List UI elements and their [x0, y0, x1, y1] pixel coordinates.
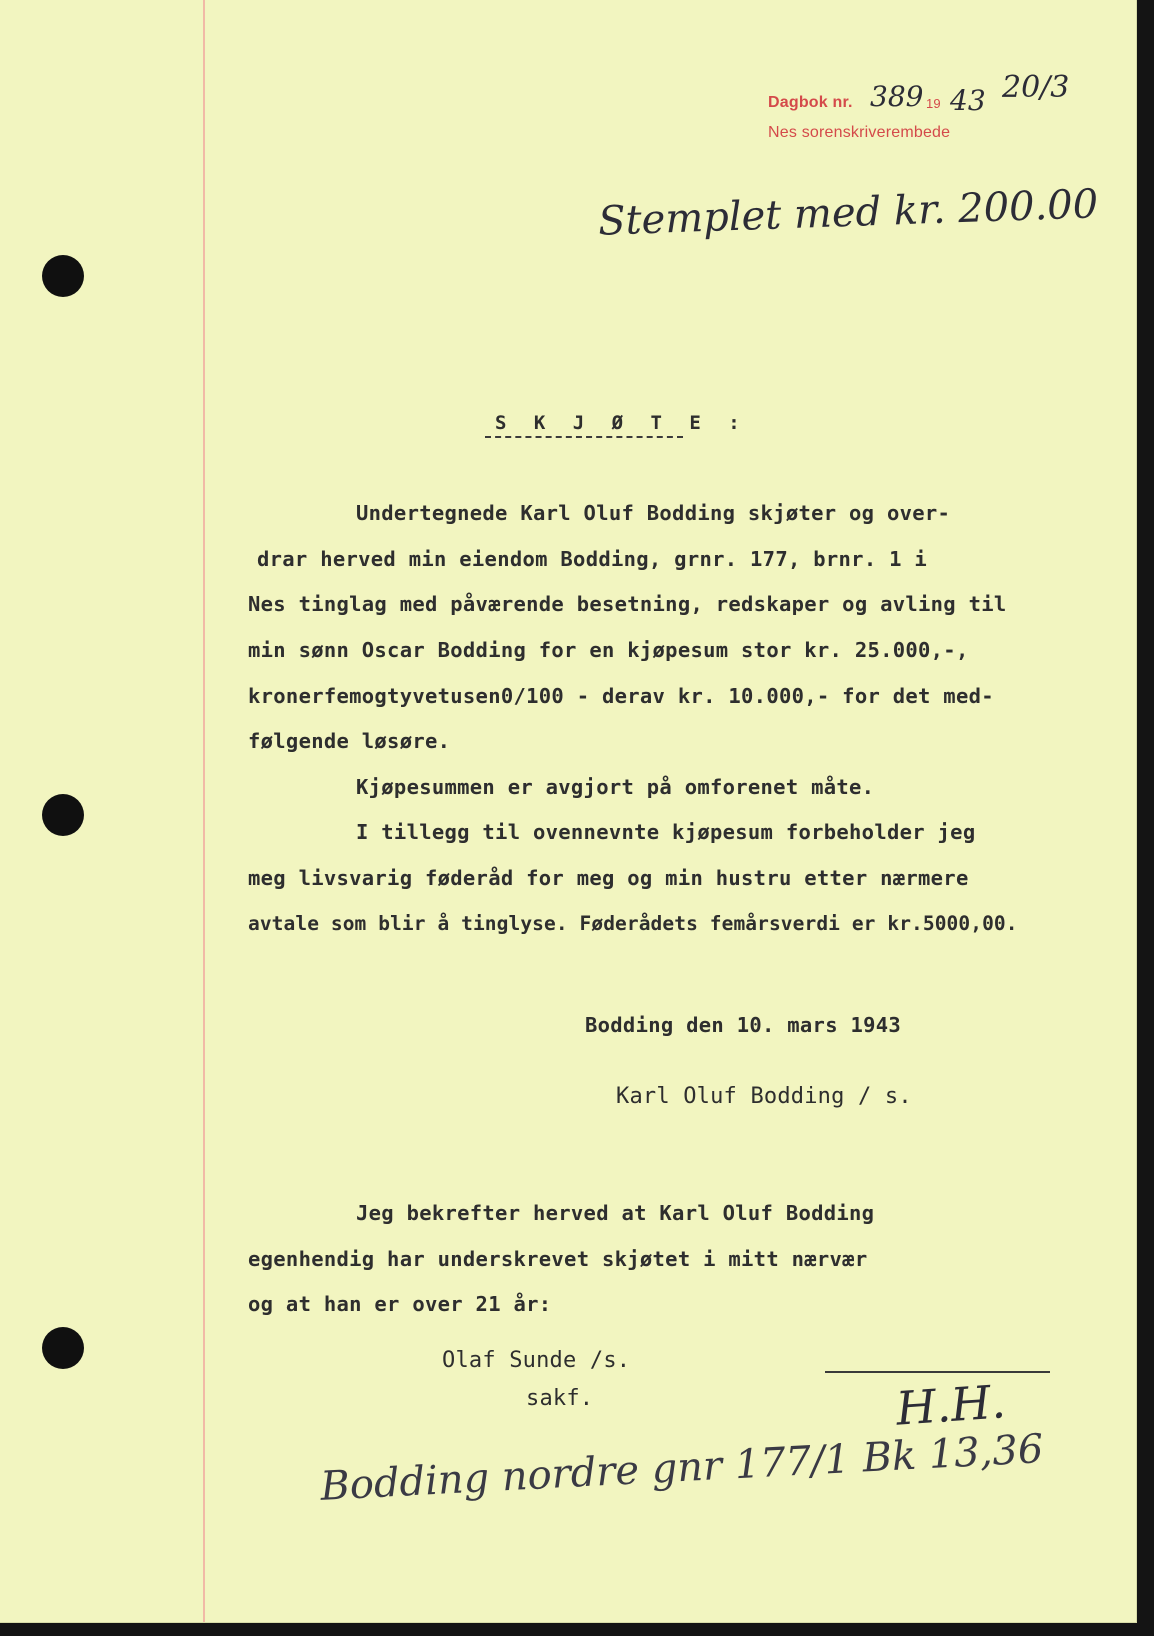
stamp-year-suffix: 43: [950, 84, 986, 117]
body-line: drar herved min eiendom Bodding, grnr. 177, brnr. 1 i: [257, 547, 928, 571]
signature-line: [825, 1371, 1050, 1373]
body-line: Kjøpesummen er avgjort på omforenet måte.: [356, 775, 875, 799]
witness-signature: Olaf Sunde /s.: [442, 1348, 631, 1373]
margin-note: Stemplet med kr. 200.00: [597, 181, 1099, 245]
punch-hole-middle: [42, 794, 84, 836]
witness-line: Jeg bekrefter herved at Karl Oluf Bodding: [356, 1201, 875, 1225]
registry-note: Bodding nordre gnr 177/1 Bk 13,36: [319, 1426, 1045, 1510]
stamp-office: Nes sorenskriverembede: [768, 124, 951, 141]
witness-line: og at han er over 21 år:: [248, 1292, 552, 1316]
stamp-year-prefix: 19: [926, 96, 941, 111]
stamp-date-note: 20/3: [1002, 70, 1070, 105]
witness-line: egenhendig har underskrevet skjøtet i mitt nærvær: [248, 1247, 868, 1271]
body-line: kronerfemogtyvetusen0/100 - derav kr. 10.000,- for det med-: [248, 684, 994, 708]
witness-title: sakf.: [526, 1386, 594, 1411]
document-title: S K J Ø T E :: [495, 412, 748, 434]
registrar-initials: H.H.: [894, 1374, 1008, 1436]
stamp-entry-number: 389: [870, 80, 924, 113]
margin-rule: [203, 0, 205, 1622]
body-line: I tillegg til ovennevnte kjøpesum forbeholder jeg: [356, 820, 976, 844]
body-line: Nes tinglag med påværende besetning, redskaper og avling til: [248, 592, 1007, 616]
title-underline: [485, 436, 683, 438]
punch-hole-bottom: [42, 1327, 84, 1369]
place-date: Bodding den 10. mars 1943: [585, 1013, 902, 1037]
body-line: meg livsvarig føderåd for meg og min hustru etter nærmere: [248, 866, 969, 890]
body-line: avtale som blir å tinglyse. Føderådets femårsverdi er kr.5000,00.: [248, 912, 1018, 935]
punch-hole-top: [42, 255, 84, 297]
seller-signature: Karl Oluf Bodding / s.: [616, 1084, 912, 1109]
body-line: Undertegnede Karl Oluf Bodding skjøter og over-: [356, 501, 951, 525]
body-line: min sønn Oscar Bodding for en kjøpesum stor kr. 25.000,-,: [248, 638, 969, 662]
stamp-label: Dagbok nr.: [768, 94, 853, 111]
body-line: følgende løsøre.: [248, 729, 451, 753]
